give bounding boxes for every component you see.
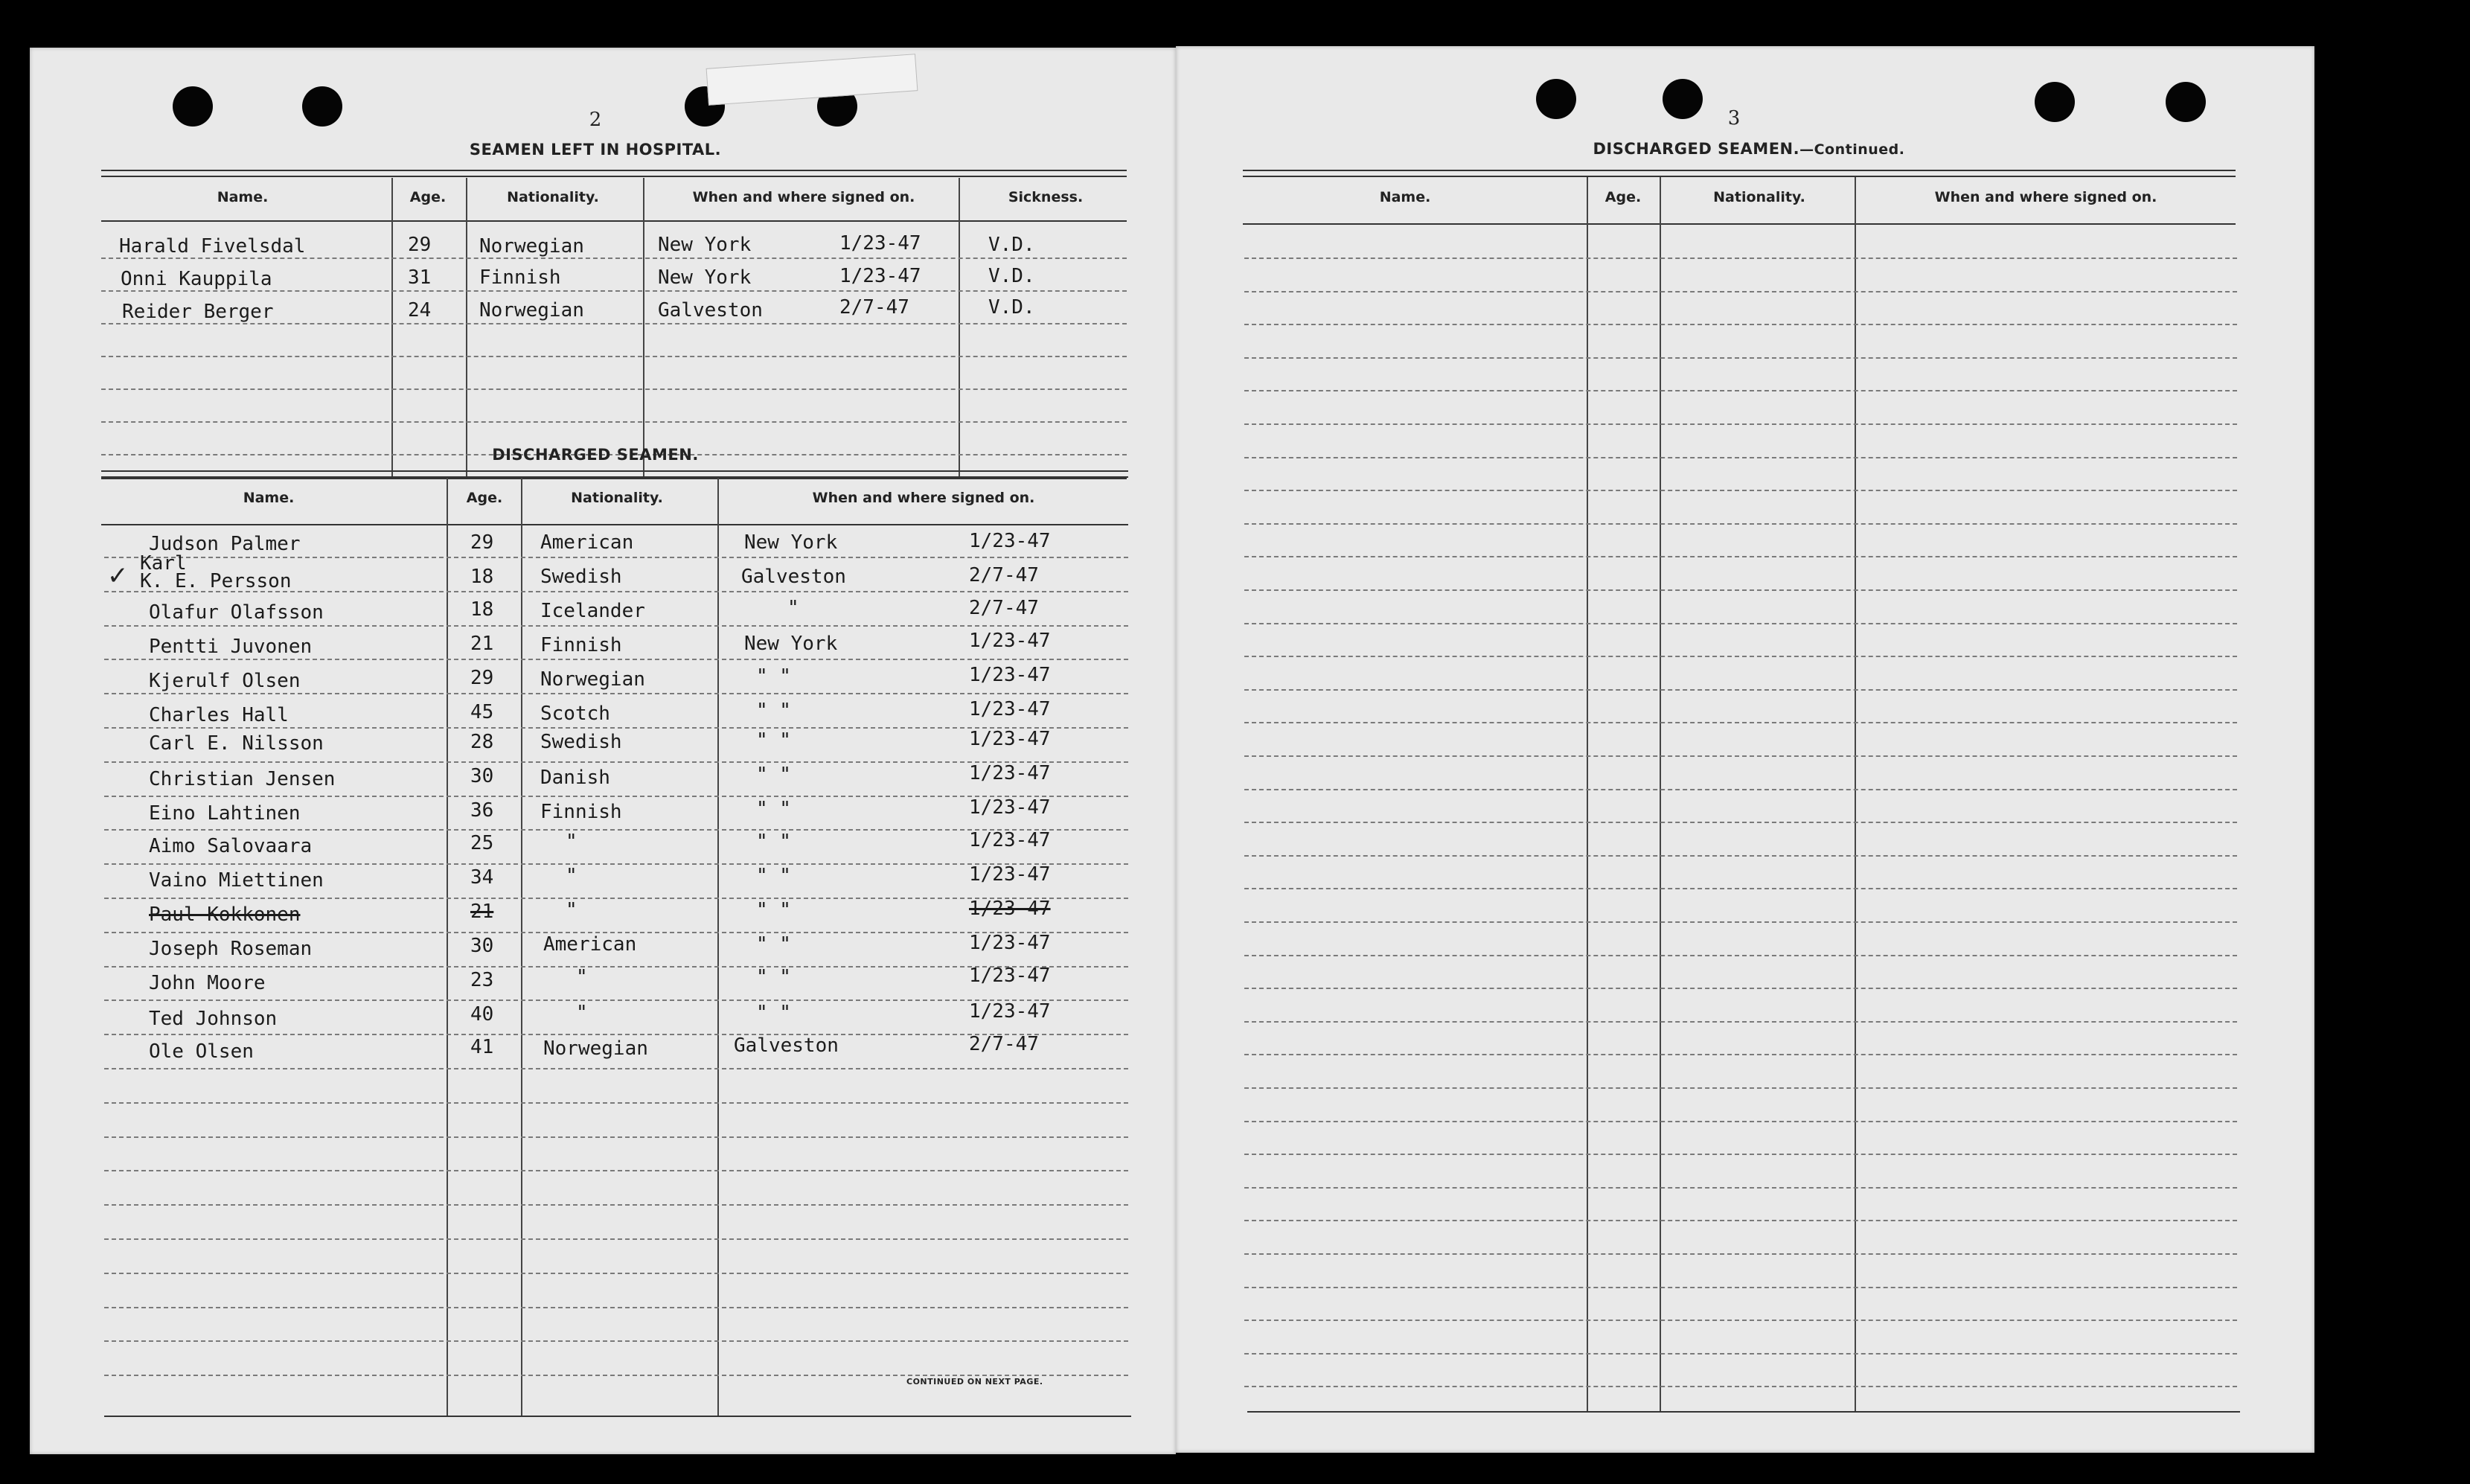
page-number: 3: [1727, 107, 1741, 129]
signed-on-date: 2/7-47: [969, 1033, 1039, 1055]
row-line: [1244, 1253, 2237, 1255]
seaman-nationality: Scotch: [540, 703, 610, 725]
col-header-signed-on: When and where signed on.: [812, 490, 1035, 506]
seaman-nationality: Finnish: [540, 801, 622, 823]
seaman-name: Aimo Salovaara: [149, 835, 313, 857]
signed-on-place: New York: [744, 633, 838, 655]
bottom-rule: [104, 1416, 1131, 1417]
section-rule: [101, 478, 1127, 479]
seaman-name: Paul Kokkonen: [149, 903, 301, 926]
row-line: [1244, 888, 2237, 889]
signed-on-date: 1/23-47: [969, 932, 1051, 954]
seaman-age: 29: [470, 667, 494, 689]
signed-on-date: 1/23-47: [839, 265, 921, 287]
column-divider: [1855, 177, 1856, 1413]
signed-on-place: " ": [756, 933, 791, 956]
seaman-nationality: Finnish: [479, 266, 561, 289]
binder-hole: [1663, 79, 1703, 119]
row-line: [104, 1204, 1128, 1206]
col-header-nationality: Nationality.: [507, 189, 599, 205]
left-page: [30, 48, 1176, 1454]
row-line: [101, 323, 1127, 324]
row-line: [101, 258, 1127, 259]
header-rule: [1243, 170, 2236, 177]
signed-on-place: " ": [756, 1002, 791, 1024]
signed-on-date: 1/23-47: [969, 898, 1051, 920]
col-header-nationality: Nationality.: [1713, 189, 1805, 205]
signed-on-place: New York: [658, 266, 752, 289]
header-rule: [101, 470, 1128, 478]
title-continued: —Continued.: [1799, 141, 1905, 158]
column-divider: [959, 178, 960, 479]
name-annotation: Karl: [140, 552, 187, 575]
signed-on-date: 1/23-47: [969, 863, 1051, 886]
row-line: [104, 1136, 1128, 1138]
seaman-age: 29: [470, 531, 494, 554]
row-line: [1244, 423, 2237, 425]
seaman-nationality: ": [566, 831, 577, 853]
row-line: [1244, 921, 2237, 923]
row-line: [104, 1102, 1128, 1104]
seaman-name: Eino Lahtinen: [149, 802, 301, 825]
row-line: [1244, 1121, 2237, 1122]
seaman-name: Olafur Olafsson: [149, 601, 324, 624]
seaman-name: Pentti Juvonen: [149, 636, 313, 658]
signed-on-place: Galveston: [734, 1034, 839, 1057]
signed-on-place: " ": [756, 798, 791, 820]
col-header-age: Age.: [409, 189, 447, 205]
seaman-age: 40: [470, 1003, 494, 1026]
column-divider: [466, 178, 467, 479]
binder-hole: [1536, 79, 1576, 119]
row-line: [1244, 357, 2237, 359]
binder-hole: [2166, 82, 2206, 122]
row-line: [104, 1068, 1128, 1069]
signed-on-date: 1/23-47: [839, 232, 921, 255]
seaman-age: 34: [470, 866, 494, 889]
row-line: [1244, 258, 2237, 259]
row-line: [1244, 490, 2237, 491]
column-divider: [391, 178, 393, 479]
seaman-age: 18: [470, 598, 494, 621]
seaman-nationality: Swedish: [540, 566, 622, 588]
row-line: [101, 290, 1127, 292]
row-line: [104, 1375, 1128, 1376]
row-line: [1244, 755, 2237, 757]
signed-on-date: 1/23-47: [969, 796, 1051, 819]
seaman-age: 36: [470, 799, 494, 822]
row-line: [1244, 390, 2237, 391]
col-header-signed-on: When and where signed on.: [1934, 189, 2157, 205]
seaman-age: 21: [470, 633, 494, 655]
row-line: [104, 1170, 1128, 1171]
row-line: [1244, 523, 2237, 525]
row-line: [1244, 1054, 2237, 1055]
continued-note: CONTINUED ON NEXT PAGE.: [906, 1377, 1043, 1387]
col-header-name: Name.: [217, 189, 269, 205]
seaman-age: 31: [408, 266, 432, 289]
right-page: [1176, 46, 2314, 1453]
seaman-nationality: Swedish: [540, 731, 622, 753]
seaman-age: 41: [470, 1036, 494, 1058]
signed-on-date: 2/7-47: [969, 564, 1039, 586]
row-line: [104, 1340, 1128, 1342]
col-header-name: Name.: [243, 490, 295, 506]
header-underline: [101, 524, 1128, 525]
seaman-nationality: Norwegian: [479, 235, 584, 258]
seaman-name: Judson Palmer: [149, 533, 301, 555]
seaman-name: Onni Kauppila: [121, 268, 272, 290]
seaman-nationality: ": [576, 1002, 588, 1024]
col-header-signed-on: When and where signed on.: [692, 189, 915, 205]
page-number: 2: [589, 109, 602, 131]
discharged-section-title: DISCHARGED SEAMEN.: [492, 446, 699, 464]
row-line: [1244, 1087, 2237, 1089]
seaman-age: 18: [470, 566, 494, 588]
signed-on-date: 1/23-47: [969, 530, 1051, 552]
signed-on-date: 1/23-47: [969, 965, 1051, 987]
signed-on-place: " ": [756, 899, 791, 921]
column-divider: [717, 478, 719, 1416]
signed-on-place: " ": [756, 764, 791, 786]
row-line: [1244, 822, 2237, 823]
signed-on-place: " ": [756, 966, 791, 988]
header-rule: [101, 170, 1127, 177]
col-header-nationality: Nationality.: [571, 490, 663, 506]
signed-on-date: 1/23-47: [969, 664, 1051, 686]
signed-on-place: Galveston: [658, 299, 763, 322]
signed-on-place: " ": [756, 729, 791, 752]
signed-on-place: New York: [658, 234, 752, 256]
header-underline: [101, 220, 1127, 222]
binder-hole: [173, 86, 213, 127]
row-line: [1244, 457, 2237, 458]
row-line: [104, 659, 1128, 660]
row-line: [1244, 656, 2237, 657]
checkmark: ✓: [107, 561, 129, 591]
seaman-age: 30: [470, 765, 494, 787]
col-header-name: Name.: [1379, 189, 1431, 205]
row-line: [1244, 291, 2237, 292]
row-line: [1244, 1287, 2237, 1288]
seaman-name: Vaino Miettinen: [149, 869, 324, 892]
row-line: [1244, 1220, 2237, 1221]
seaman-nationality: ": [576, 966, 588, 988]
seaman-name: Ted Johnson: [149, 1008, 278, 1030]
column-divider: [1660, 177, 1661, 1413]
seaman-name: Carl E. Nilsson: [149, 732, 324, 755]
seaman-name: Christian Jensen: [149, 768, 336, 790]
row-line: [1244, 789, 2237, 790]
row-line: [104, 1273, 1128, 1274]
row-line: [1244, 589, 2237, 591]
row-line: [1244, 955, 2237, 956]
section-title: [1488, 140, 2009, 158]
row-line: [1244, 722, 2237, 723]
seaman-age: 24: [408, 299, 432, 322]
seaman-name: Joseph Roseman: [149, 938, 313, 960]
signed-on-date: 1/23-47: [969, 829, 1051, 851]
seaman-nationality: Norwegian: [543, 1037, 648, 1060]
seaman-age: 23: [470, 969, 494, 991]
header-underline: [1243, 223, 2236, 225]
signed-on-place: " ": [756, 865, 791, 887]
seaman-nationality: American: [543, 933, 637, 956]
seaman-age: 21: [470, 901, 494, 923]
row-line: [1244, 1154, 2237, 1155]
row-line: [1244, 623, 2237, 624]
binder-hole: [2035, 82, 2075, 122]
seaman-nationality: American: [540, 531, 634, 554]
row-line: [1244, 1021, 2237, 1023]
seaman-name: K. E. Persson: [140, 570, 292, 592]
signed-on-date: 1/23-47: [969, 762, 1051, 784]
seaman-nationality: Norwegian: [479, 299, 584, 322]
row-line: [1244, 556, 2237, 557]
signed-on-place: " ": [756, 831, 791, 853]
row-line: [1244, 324, 2237, 325]
signed-on-date: 1/23-47: [969, 698, 1051, 720]
signed-on-date: 1/23-47: [969, 630, 1051, 652]
seaman-name: Ole Olsen: [149, 1040, 254, 1063]
row-line: [101, 421, 1127, 423]
signed-on-place: New York: [744, 531, 838, 554]
signed-on-place: " ": [756, 700, 791, 722]
row-line: [101, 356, 1127, 357]
signed-on-date: 2/7-47: [969, 597, 1039, 619]
row-line: [1244, 855, 2237, 857]
torn-paper-strip: [706, 54, 918, 106]
seaman-name: Harald Fivelsdal: [119, 235, 306, 258]
seaman-age: 30: [470, 935, 494, 957]
row-line: [101, 388, 1127, 390]
seaman-nationality: Icelander: [540, 600, 645, 622]
row-line: [1244, 1386, 2237, 1387]
signed-on-place: ": [787, 597, 799, 619]
row-line: [1244, 689, 2237, 691]
seaman-age: 25: [470, 832, 494, 854]
signed-on-place: " ": [756, 665, 791, 688]
title-main: DISCHARGED SEAMEN.: [1593, 140, 1800, 158]
sickness: V.D.: [988, 265, 1035, 287]
row-line: [104, 625, 1128, 627]
row-line: [1244, 1187, 2237, 1189]
signed-on-place: Galveston: [741, 566, 846, 588]
column-divider: [1587, 177, 1588, 1413]
seaman-nationality: Finnish: [540, 634, 622, 656]
column-divider: [447, 478, 448, 1416]
row-line: [1244, 1353, 2237, 1355]
row-line: [1244, 988, 2237, 989]
col-header-age: Age.: [1604, 189, 1642, 205]
row-line: [104, 693, 1128, 694]
hospital-section-title: SEAMEN LEFT IN HOSPITAL.: [469, 141, 722, 159]
seaman-age: 28: [470, 731, 494, 753]
signed-on-date: 1/23-47: [969, 1000, 1051, 1023]
bottom-rule: [1247, 1411, 2240, 1413]
seaman-name: Kjerulf Olsen: [149, 670, 301, 692]
col-header-sickness: Sickness.: [1008, 189, 1084, 205]
seaman-name: Charles Hall: [149, 704, 289, 726]
row-line: [104, 557, 1128, 558]
seaman-age: 29: [408, 234, 432, 256]
col-header-age: Age.: [466, 490, 503, 506]
column-divider: [643, 178, 644, 479]
seaman-nationality: Norwegian: [540, 668, 645, 691]
sickness: V.D.: [988, 234, 1035, 256]
seaman-nationality: Danish: [540, 767, 610, 789]
row-line: [104, 1238, 1128, 1240]
signed-on-date: 1/23-47: [969, 728, 1051, 750]
seaman-name: Reider Berger: [122, 301, 274, 323]
column-divider: [521, 478, 522, 1416]
seaman-nationality: ": [566, 865, 577, 887]
binder-hole: [302, 86, 342, 127]
seaman-name: John Moore: [149, 972, 266, 994]
seaman-nationality: ": [566, 899, 577, 921]
sickness: V.D.: [988, 296, 1035, 319]
signed-on-date: 2/7-47: [839, 296, 909, 319]
row-line: [104, 1307, 1128, 1308]
row-line: [1244, 1320, 2237, 1321]
seaman-age: 45: [470, 701, 494, 723]
